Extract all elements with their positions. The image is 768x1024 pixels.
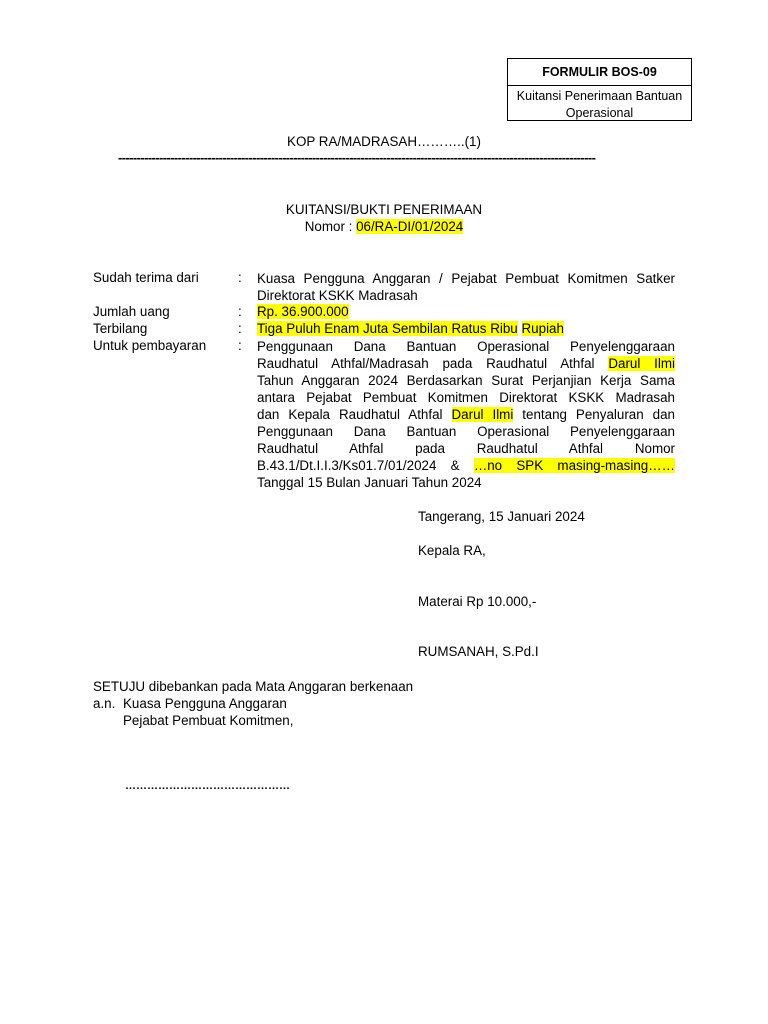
purpose-line: antara Pejabat Pembuat Komitmen Direktorat KSKK Madrasah [257,390,675,405]
approval-statement: SETUJU dibebankan pada Mata Anggaran berkenaan [93,679,414,694]
purpose-line: Tanggal 15 Bulan Januari Tahun 2024 [257,475,482,490]
received-from-label: Sudah terima dari [93,270,199,285]
letterhead-kop: KOP RA/MADRASAH………..(1) [287,134,481,149]
spelled-amount-value [257,321,564,336]
spelled-amount-words: Tiga Puluh Enam Juta Sembilan Ratus Ribu [257,321,518,336]
form-description [508,86,691,122]
form-code: FORMULIR BOS-09 [508,59,691,86]
spk-number-placeholder: …no SPK masing-masing…… [473,458,675,473]
receipt-number-line [0,219,768,234]
signature-stamp: Materai Rp 10.000,- [418,594,537,609]
purpose-value [257,338,675,491]
purpose-line: B.43.1/Dt.I.I.3/Ks01.7/01/2024 & …no SPK masing-masing…… [257,458,675,473]
purpose-line: Tahun Anggaran 2024 Berdasarkan Surat Perjanjian Kerja Sama [257,373,675,388]
purpose-line: Penggunaan Dana Bantuan Operasional Penyelenggaraan [257,339,675,354]
colon: : [238,270,242,285]
signature-name: RUMSANAH, S.Pd.I [418,644,539,659]
approval-signature-line: ……………………………………… [125,780,290,792]
approval-kpa: Kuasa Pengguna Anggaran [123,696,287,711]
colon: : [238,304,242,319]
colon: : [238,338,242,353]
receipt-number-value: 06/RA-DI/01/2024 [356,219,464,234]
school-name: Darul Ilmi [451,407,514,422]
spelled-amount-label: Terbilang [93,321,148,336]
purpose-line: Raudhatul Athfal pada Raudhatul Athfal Nomor [257,441,675,456]
form-description-line-2: Operasional [565,106,634,120]
colon: : [238,321,242,336]
signature-role: Kepala RA, [418,543,486,558]
amount-label: Jumlah uang [93,304,170,319]
approval-an: a.n. [93,696,116,711]
amount-value-wrap [257,304,349,319]
receipt-number-label: Nomor : [304,219,357,234]
spelled-amount-currency: Rupiah [521,321,564,336]
signature-place-date: Tangerang, 15 Januari 2024 [418,509,585,524]
receipt-title: KUITANSI/BUKTI PENERIMAAN [285,202,483,217]
form-description-line-1: Kuitansi Penerimaan Bantuan [516,89,683,103]
purpose-label: Untuk pembayaran [93,338,207,353]
school-name: Darul Ilmi [608,356,675,371]
form-code-box [507,58,692,121]
letterhead-divider: -------------------------------------------------------------------------------------------------------------------------------- [118,150,596,165]
purpose-line: dan Kepala Raudhatul Athfal Darul Ilmi tentang Penyaluran dan [257,407,675,422]
received-from-value: Kuasa Pengguna Anggaran / Pejabat Pembuat Komitmen Satker Direktorat KSKK Madrasah [257,271,675,303]
purpose-line: Raudhatul Athfal/Madrasah pada Raudhatul Athfal Darul Ilmi [257,356,675,371]
approval-ppk: Pejabat Pembuat Komitmen, [123,713,294,728]
amount-value: Rp. 36.900.000 [257,304,349,319]
purpose-line: Penggunaan Dana Bantuan Operasional Penyelenggaraan [257,424,675,439]
